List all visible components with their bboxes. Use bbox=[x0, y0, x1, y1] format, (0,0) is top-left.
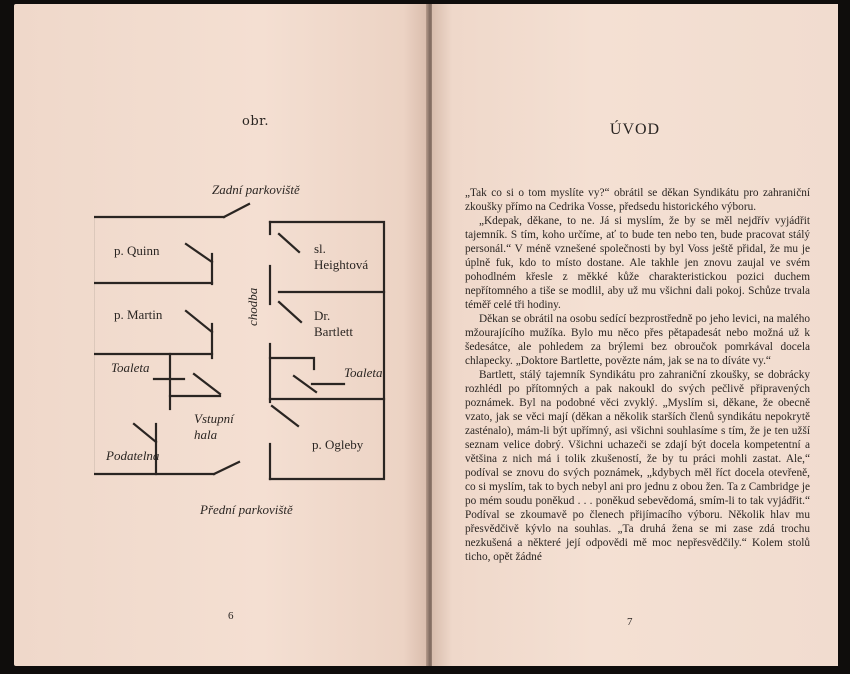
plan-label-heightova-2: Heightová bbox=[314, 257, 369, 272]
plan-label-toilet-right: Toaleta bbox=[344, 365, 383, 380]
paragraph: „Kdepak, děkane, to ne. Já si myslím, že by se měl nejdřív vyjádřit tajemník. S tím, koho určíme, ať to bude ten nebo ten, bude pracovat stálý personál.“ V méně vznešené společnosti by byl Voss ještě přidal, že mu je úplně fuk, kdo to místo dostane. Ale takhle jen znovu zaujal ve svém pohodlném křesle z měkké kůže charakteristickou pozici duchem nepřítomného a tiše se modlil, aby už mu všichni dali pokoj. Schůze trvala téměř celé tři hodiny. bbox=[465, 215, 810, 311]
plan-door-rear bbox=[224, 204, 249, 217]
left-page bbox=[14, 4, 428, 666]
plan-label-rear-parking: Zadní parkoviště bbox=[212, 182, 300, 197]
plan-label-ogleby: p. Ogleby bbox=[312, 437, 364, 452]
plan-door-martin bbox=[186, 311, 212, 332]
plan-label-quinn: p. Quinn bbox=[114, 243, 160, 258]
right-page-number: 7 bbox=[627, 616, 633, 628]
plan-label-front-parking: Přední parkoviště bbox=[200, 502, 293, 517]
plan-label-mailroom: Podatelna bbox=[106, 448, 160, 463]
plan-door-heightova bbox=[279, 234, 299, 252]
right-page bbox=[432, 4, 838, 666]
plan-label-corridor: chodba bbox=[245, 287, 260, 326]
plan-label-martin: p. Martin bbox=[114, 307, 163, 322]
paragraph: „Tak co si o tom myslíte vy?“ obrátil se děkan Syndikátu pro zahraniční zkoušky přímo na Cedrika Vosse, předsedu historického výboru. bbox=[465, 187, 810, 213]
paragraph: Bartlett, stálý tajemník Syndikátu pro zahraniční zkoušky, se dobrácky rozhlédl po přítomných a pak nakoukl do svých pečlivě připravených poznámek. Byl na podobné věci zvyklý. „Myslím si, děkane, že obecně vzato, jak se věci mají (děkan a několik starších členů syndikátu nepokrytě zasténalo), mám-li být upřímný, asi všichni souhlasíme s tím, že je ten užší seznam velice dobrý. Všichni uchazeči se zdají být docela kompetentní a většina z nich má i tolik zkušeností, že by tu práci mohli zastat. Ale,“ podíval se znovu do svých poznámek, „kdybych měl říct docela otevřeně, co si myslím, tak to bych nebyl ani pro jednu z obou žen. Ta z Cambridge je po mém soudu poněkud . . . poněkud sebevědomá, smím-li to tak vyjádřit.“ Podíval se zkoumavě po členech přijímacího výboru. Několik hlav mu přesvědčivě kývlo na souhlas. „Ta druhá žena se mi zase zdá trochu nezkušená a některé její odpovědi mě moc nepřesvědčily.“ Kolem stolů ticho, opět žádné bbox=[465, 369, 810, 563]
plan-door-mailroom bbox=[134, 424, 156, 442]
plan-label-bartlett-2: Bartlett bbox=[314, 324, 353, 339]
plan-door-toilet-left bbox=[194, 374, 220, 394]
plan-wall-toilet-right-top bbox=[270, 358, 314, 369]
plan-door-front bbox=[214, 462, 239, 474]
plan-label-entrance-2: hala bbox=[194, 427, 218, 442]
plan-label-bartlett-1: Dr. bbox=[314, 308, 331, 323]
left-page-number: 6 bbox=[228, 610, 234, 622]
plan-label-toilet-left: Toaleta bbox=[111, 360, 150, 375]
chapter-heading: ÚVOD bbox=[609, 121, 661, 138]
figure-label: obr. bbox=[242, 114, 270, 129]
paragraph: Děkan se obrátil na osobu sedící bezprostředně po jeho levici, na malého mžourajícího mužíka. Bylo mu něco přes pětapadesát nebo možná už k šedesátce, ale pohledem za brýlemi bez obroučok pomrkával docela chlapecky. „Doktore Bartlette, povězte nám, jak se na to díváte vy.“ bbox=[465, 313, 810, 367]
floor-plan bbox=[94, 174, 414, 524]
plan-label-entrance-1: Vstupní bbox=[194, 411, 234, 426]
chapter-body bbox=[465, 186, 810, 564]
plan-door-quinn bbox=[186, 244, 212, 262]
plan-label-heightova-1: sl. bbox=[314, 241, 326, 256]
plan-door-ogleby bbox=[272, 406, 298, 426]
plan-door-bartlett bbox=[279, 302, 301, 322]
